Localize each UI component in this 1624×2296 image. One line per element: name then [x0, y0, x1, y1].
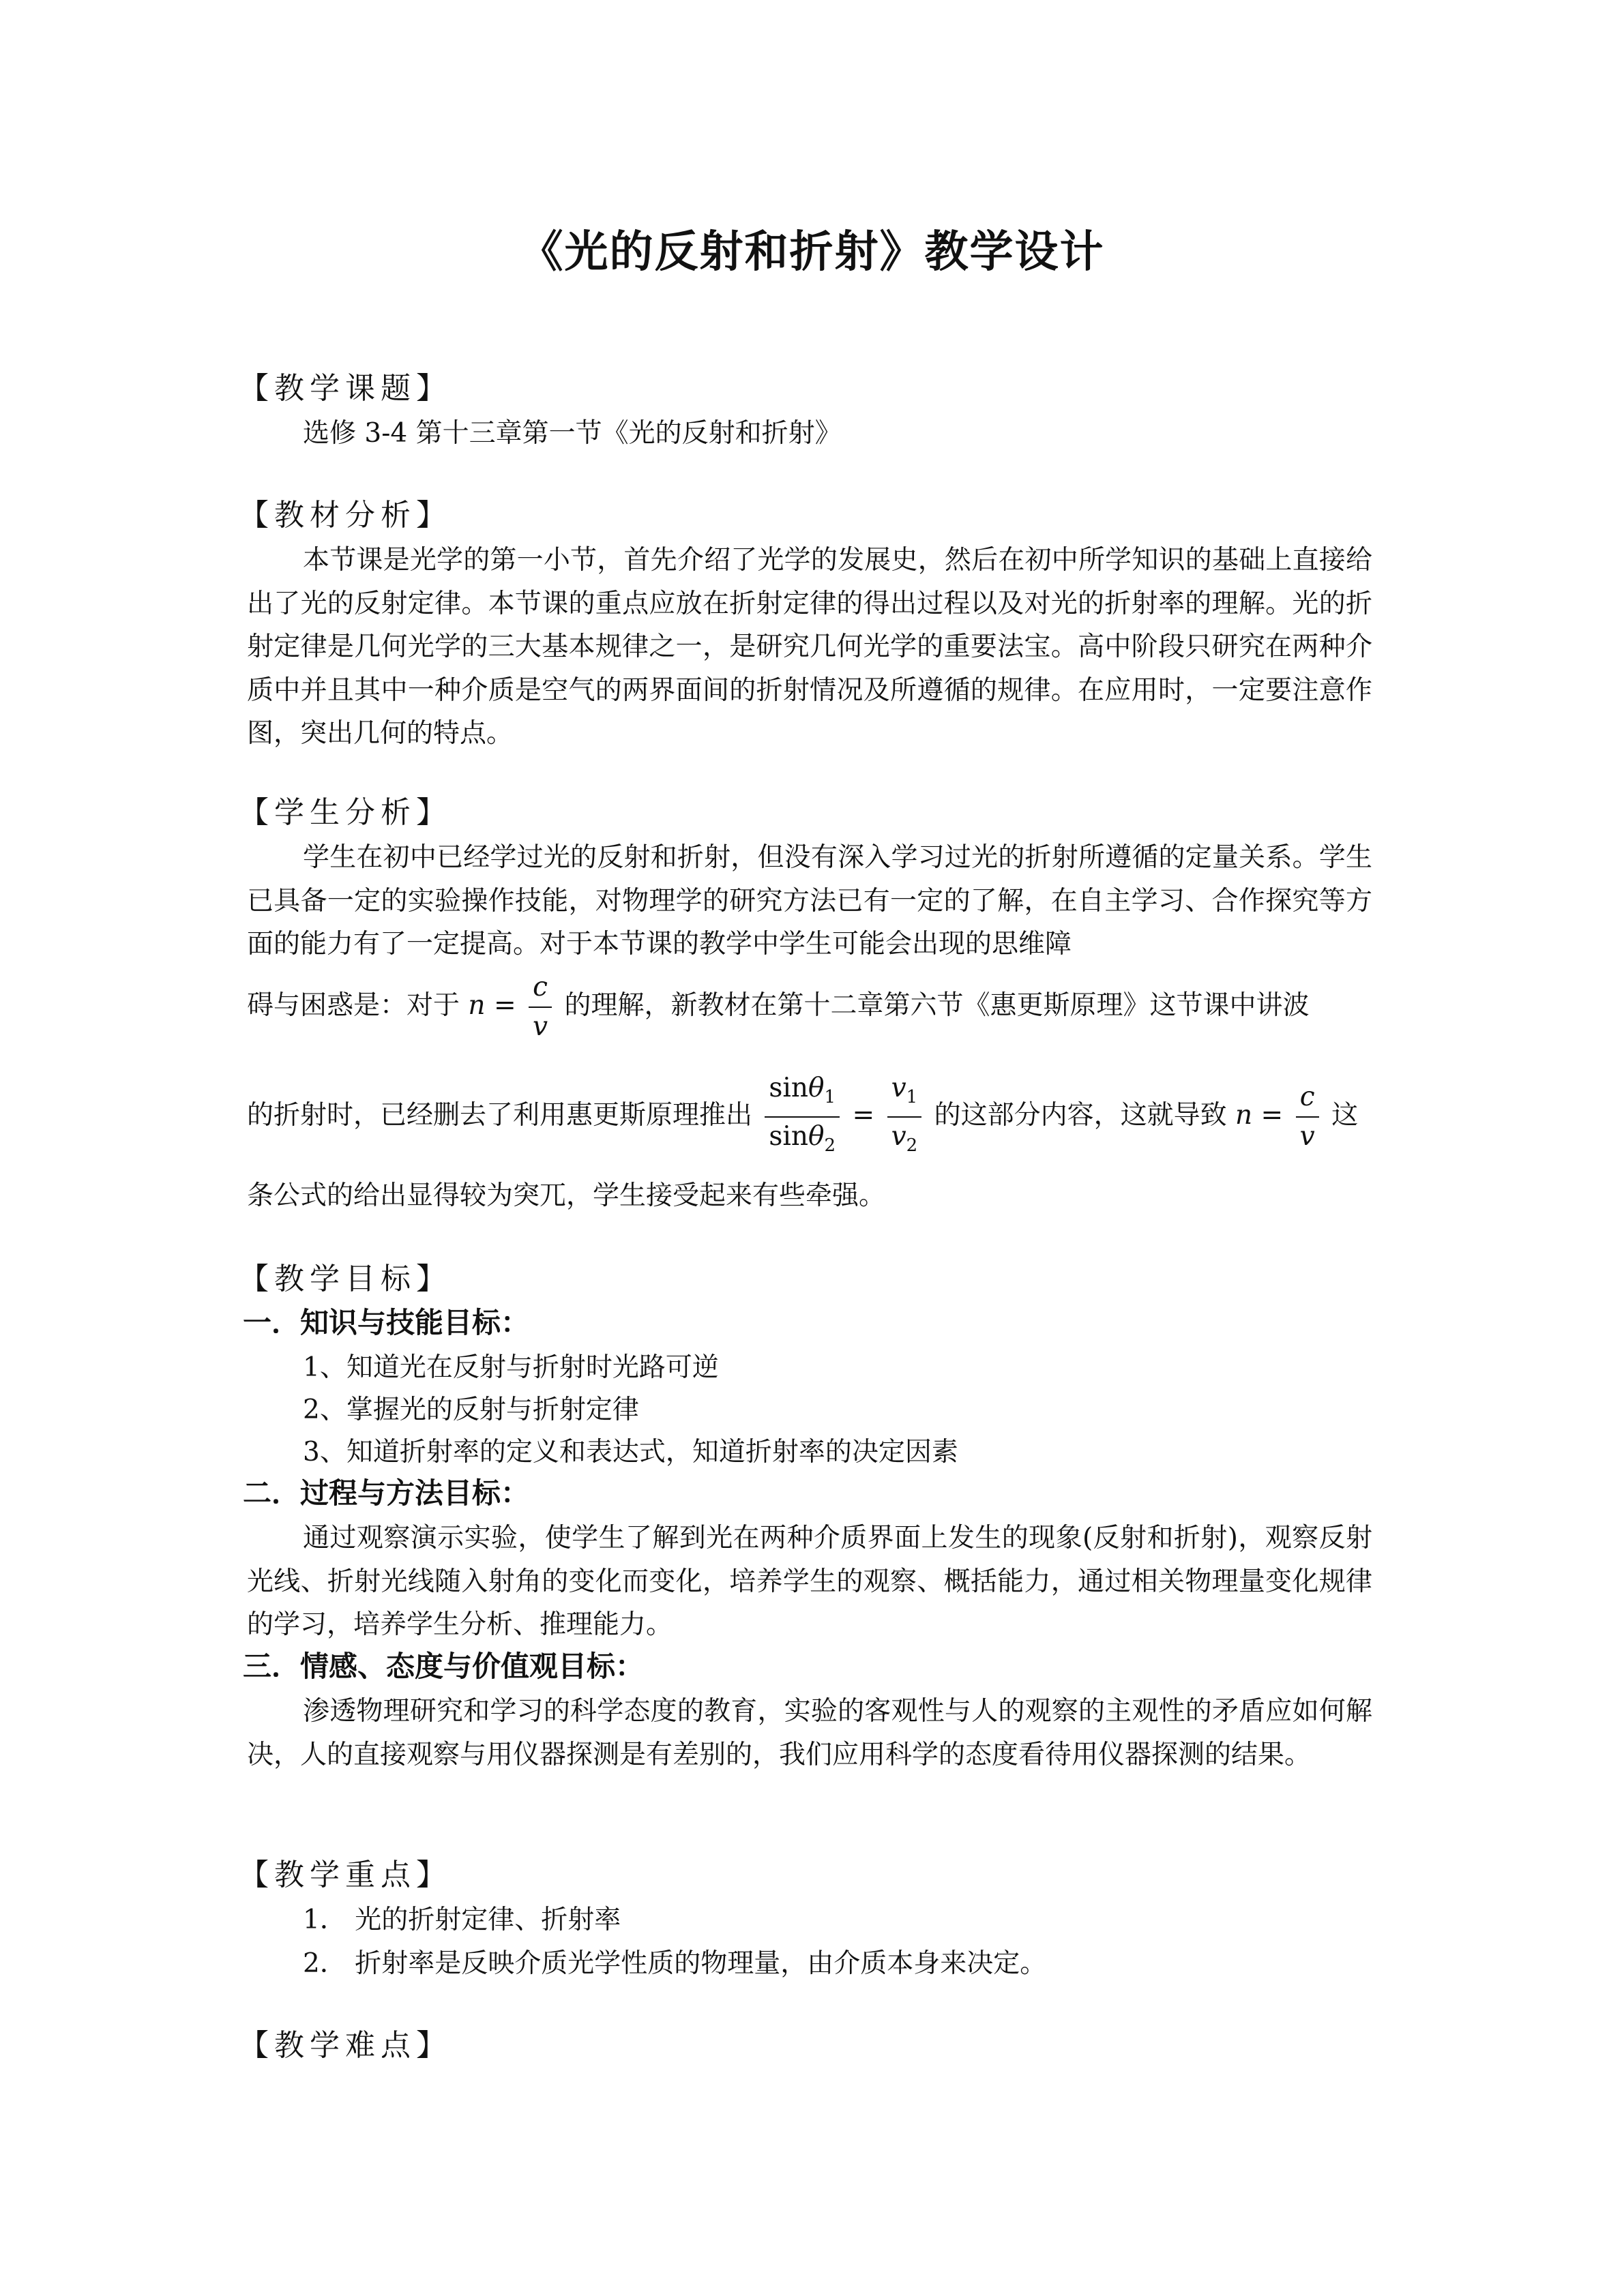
emotion-paragraph: 渗透物理研究和学习的科学态度的教育，实验的客观性与人的观察的主观性的矛盾应如何解决，人的直接观察与用仪器探测是有差别的，我们应用科学的态度看待用仪器探测的结果。	[247, 1696, 1372, 1770]
formula-eq-1: =	[493, 990, 516, 1021]
student-line-3-mid: 的这部分内容，这就导致	[934, 1099, 1227, 1131]
heading-student: 【学生分析】	[239, 795, 452, 830]
formula-v2: $v_2$	[891, 1120, 918, 1156]
student-line-2-suffix: 的理解，新教材在第十二章第六节《惠更斯原理》这节课中讲波	[564, 990, 1310, 1021]
formula-n-2: n	[1235, 1099, 1253, 1131]
process-paragraph: 通过观察演示实验，使学生了解到光在两种介质界面上发生的现象(反射和折射)，观察反射光线、折射光线随入射角的变化而变化，培养学生的观察、概括能力，通过相关物理量变化规律的学习，培养学生分析、推理能力。	[247, 1523, 1372, 1640]
formula-c-1: c	[529, 971, 552, 1008]
topic-text: 选修 3-4 第十三章第一节《光的反射和折射》	[303, 418, 842, 449]
student-line-3-suffix: 这	[1331, 1099, 1359, 1131]
process-goals-title: 二．过程与方法目标：	[243, 1476, 530, 1510]
heading-key-points: 【教学重点】	[239, 1858, 452, 1892]
formula-v-1: v	[533, 1011, 548, 1042]
formula-c-2: c	[1296, 1081, 1319, 1118]
knowledge-item-1: 1、知道光在反射与折射时光路可逆	[303, 1352, 719, 1383]
formula-sin-ratio	[765, 1072, 840, 1162]
student-paragraph-1: 学生在初中已经学过光的反射和折射，但没有深入学习过光的折射所遵循的定量关系。学生已具备一定的实验操作技能，对物理学的研究方法已有一定的了解，在自主学习、合作探究等方面的能力有了一定提高。对于本节课的教学中学生可能会出现的思维障	[247, 842, 1372, 959]
emotion-goals-title: 三．情感、态度与价值观目标：	[243, 1650, 645, 1683]
formula-n-1: n	[468, 990, 486, 1021]
formula-eq-2: =	[852, 1099, 875, 1131]
formula-v-ratio	[887, 1072, 922, 1162]
formula-c-over-v-1	[529, 971, 552, 1043]
student-line-2	[247, 971, 1310, 1043]
heading-goals: 【教学目标】	[239, 1262, 452, 1296]
formula-sin-theta1: sinθ$_1$	[765, 1072, 840, 1118]
knowledge-goals-title: 一．知识与技能目标：	[243, 1306, 530, 1339]
heading-topic: 【教学课题】	[239, 371, 452, 406]
material-paragraph: 本节课是光学的第一小节，首先介绍了光学的发展史，然后在初中所学知识的基础上直接给出了光的反射定律。本节课的重点应放在折射定律的得出过程以及对光的折射率的理解。光的折射定律是几何光学的三大基本规律之一，是研究几何光学的重要法宝。高中阶段只研究在两种介质中并且其中一种介质是空气的两界面间的折射情况及所遵循的规律。在应用时，一定要注意作图，突出几何的特点。	[247, 545, 1372, 749]
knowledge-item-3: 3、知道折射率的定义和表达式，知道折射率的决定因素	[303, 1437, 958, 1467]
heading-difficulty: 【教学难点】	[239, 2028, 452, 2063]
student-line-2-prefix: 碍与困惑是：对于	[247, 990, 460, 1021]
formula-c-over-v-2	[1296, 1081, 1319, 1153]
formula-v1: $v_1$	[887, 1072, 922, 1118]
knowledge-item-2: 2、掌握光的反射与折射定律	[303, 1395, 639, 1425]
heading-material: 【教材分析】	[239, 498, 452, 533]
formula-sin-theta2: sinθ$_2$	[769, 1120, 836, 1156]
page-title: 《光的反射和折射》教学设计	[519, 227, 1105, 278]
key-point-2: 2． 折射率是反映介质光学性质的物理量，由介质本身来决定。	[303, 1948, 1047, 1979]
student-line-3-prefix: 的折射时，已经删去了利用惠更斯原理推出	[247, 1099, 753, 1131]
student-line-3	[247, 1072, 1358, 1162]
key-point-1: 1． 光的折射定律、折射率	[303, 1905, 621, 1935]
student-line-4: 条公式的给出显得较为突兀，学生接受起来有些牵强。	[247, 1180, 886, 1211]
formula-v-3: v	[1299, 1120, 1315, 1152]
formula-eq-3: =	[1260, 1099, 1284, 1131]
